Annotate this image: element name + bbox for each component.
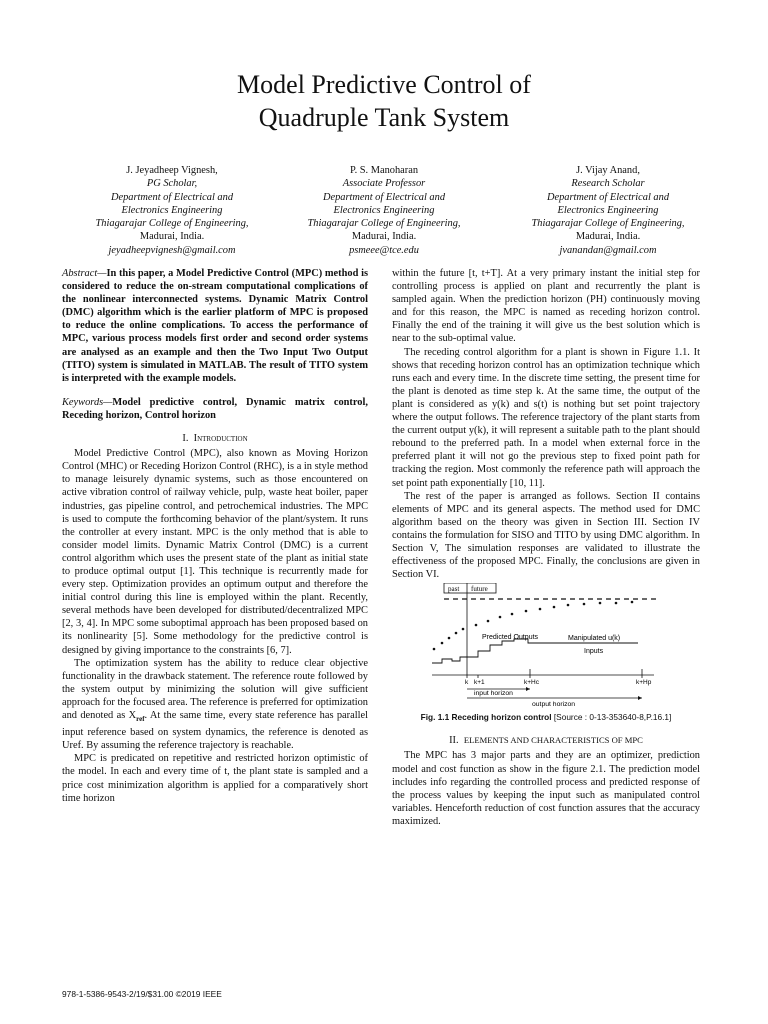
author-block-2 — [274, 164, 494, 257]
author-city: Madurai, India. — [139, 231, 205, 243]
author-city: Madurai, India. — [575, 231, 641, 243]
paragraph: within the future [t, t+T]. At a very primary instant the initial step for controlling process is applied on plant and recurrently the plant is sampled again. When the prediction horizon (PH) continuously moving and for this reason, the MPC is named as receding horizon control. Finally the end of the training it will give us the best solution which is near to the sub-optimal value. — [392, 268, 700, 345]
input-horizon-label: input horizon — [474, 690, 513, 698]
section-heading-2 — [392, 734, 700, 747]
figure-caption — [392, 711, 700, 724]
paragraph: The MPC has 3 major parts and they are an optimizer, prediction model and cost function as show in the figure 2.1. The prediction model includes info regarding the controlled process and predicted response of the process values by keeping the input such as manipulated control variables. Henceforth reduction of cost function assures that the accuracy maximized. — [392, 750, 700, 827]
future-label: future — [471, 585, 488, 594]
author-name: J. Vijay Anand, — [576, 165, 640, 176]
output-horizon-label: output horizon — [532, 701, 576, 709]
author-block-3 — [498, 164, 718, 257]
author-dept: Department of Electrical and — [322, 191, 446, 203]
x-ref-subscript: ref — [136, 715, 145, 724]
section-heading-1 — [62, 432, 368, 445]
section-number: II. — [449, 735, 459, 747]
keywords — [62, 396, 368, 422]
tick-khp: k+Hp — [636, 679, 652, 687]
abstract — [62, 267, 368, 385]
author-dept: Department of Electrical and — [110, 191, 234, 203]
author-name: J. Jeyadheep Vignesh, — [126, 165, 218, 176]
past-output-dots — [433, 628, 465, 651]
predicted-output-dots — [475, 601, 634, 627]
section-number: I. — [182, 433, 189, 445]
caption-title: Fig. 1.1 Receding horizon control — [420, 712, 552, 723]
author-role: Research Scholar — [571, 178, 645, 190]
title-line-2: Quadruple Tank System — [258, 103, 510, 132]
abstract-text: In this paper, a Model Predictive Control (MPC) method is considered to reduce the on-stream computational complications of the nonlinear interconnected systems. Dynamic Matrix Control (DMC) algorithm which is the earlier platform of MPC is proposed to reduce the online complications. To access the performance of MPC, various process models first order and second order systems are analysed as an example and then the Two Input Two Output (TITO) system is simulated in MATLAB. The result of TITO system is interpreted with the example models. — [62, 268, 368, 384]
section-title: ELEMENTS AND CHARACTERISTICS OF MPC — [463, 735, 643, 746]
inputs-label: Inputs — [584, 648, 604, 656]
author-city: Madurai, India. — [351, 231, 417, 243]
author-email[interactable]: jeyadheepvignesh@gmail.com — [108, 244, 236, 256]
author-role: PG Scholar, — [146, 178, 198, 190]
past-input-steps — [432, 657, 467, 663]
author-role: Associate Professor — [342, 178, 426, 190]
keywords-label: Keywords— — [62, 396, 113, 408]
paper-title — [0, 68, 768, 134]
manipulated-label: Manipulated u(k) — [568, 635, 621, 643]
left-column — [62, 267, 368, 805]
author-college: Thiagarajar College of Engineering, — [307, 218, 461, 230]
receding-horizon-diagram — [392, 583, 700, 709]
paragraph: Model Predictive Control (MPC), also known as Moving Horizon Control (MHC) or Receding Horizon Control (RHC), is a in style method to manage leisurely dynamic systems, such as those encountered on active vibration control of railway vehicle, pulp, waste heat boiler, paper industries, gas pipeline control, and petrochemical industries. The MPC is used to compute the forthcoming behavior of the plant/system. It runs the controller at every instant. MPC is the only method that is able to consider model limits. Dynamic Matrix Control (DMC) is a current control algorithm which uses the present state of the plant as initial state to produce optimal output [1]. This technique is recurrently made for every step. Optimization provides an optimum output and therefore the initial control during this line is employed within the plant. Recently, several methods have been developed for distributed/decentralized MPC [2, 3, 4]. In MPC some suboptimal approach has been proposed based on its nonlinearity [5]. Some methodology for the predictive control is designed by giving importance to the constraints [6, 7]. — [62, 448, 368, 656]
predicted-outputs-label: Predicted Outputs — [482, 634, 539, 642]
tick-k: k — [465, 679, 469, 687]
past-label: past — [448, 585, 460, 594]
paragraph — [62, 657, 368, 753]
author-email[interactable]: psmeee@tce.edu — [349, 244, 419, 256]
paragraph: MPC is predicated on repetitive and restricted horizon optimistic of the model. In each and every time of t, the plant state is sampled and a price cost minimization algorithm is applied for a comparatively short time horizon — [62, 753, 368, 804]
paragraph: The receding control algorithm for a plant is shown in Figure 1.1. It shows that receding horizon control has an optimization technique which runs each and every time. In the discrete time setting, the present time for the plant is denoted as time step k. At the same time, the output of the plant is considered as y(k) and s(t) is nothing but set point trajectory where the output follows. The reference trajectory of the plant starts from the current output y(k), it will represent a suitable path to the plant should rebound to the preferred path. In a model when external force in the preferred plant it will not go the previous step to fixed point path for tracking the region. Most commonly the reference path will approach the set point path exponentially [10, 11]. — [392, 346, 700, 489]
tick-k1: k+1 — [474, 679, 485, 687]
paragraph: The rest of the paper is arranged as follows. Section II contains elements of MPC and its general aspects. The method used for DMC algorithm based on the theory was given in Section III. Section IV contains the formulation for SISO and TITO by using DMC algorithm. In Section V, The simulation responses are validated to illustrate the effectiveness of the proposed MPC. Finally, the conclusions are given in Section VI. — [392, 490, 700, 581]
section-title: Introduction — [193, 433, 248, 445]
caption-source: [Source : 0-13-353640-8,P.16.1] — [551, 712, 672, 723]
author-dept-2: Electronics Engineering — [557, 204, 659, 216]
paragraph-text: The optimization system has the ability to reduce clear objective functionality in the drawback statement. The reference route followed by the system output by minimizing the solution will give sufficient approach for the focused area. The reference is preferred for optimization and denoted as X — [62, 657, 368, 721]
author-college: Thiagarajar College of Engineering, — [531, 218, 685, 230]
abstract-label: Abstract— — [62, 268, 107, 279]
keywords-text: Model predictive control, Dynamic matrix control, Receding horizon, Control horizon — [62, 396, 368, 421]
author-block-1 — [62, 164, 282, 257]
footer-copyright: 978-1-5386-9543-2/19/$31.00 ©2019 IEEE — [62, 989, 222, 999]
tick-khc: k+Hc — [524, 679, 539, 687]
author-dept: Department of Electrical and — [546, 191, 670, 203]
receding-horizon-figure — [392, 583, 700, 709]
author-name: P. S. Manoharan — [349, 165, 419, 176]
author-email[interactable]: jvanandan@gmail.com — [559, 244, 657, 256]
author-dept-2: Electronics Engineering — [333, 204, 435, 216]
author-college: Thiagarajar College of Engineering, — [95, 218, 249, 230]
title-line-1: Model Predictive Control of — [237, 70, 531, 99]
right-column — [392, 267, 700, 828]
paragraph-tail: . At the same time, every state reference has parallel input reference based on system dynamics, the reference is denoted as Uref. By assuming the reference trajectory is reachable. — [62, 710, 368, 752]
author-dept-2: Electronics Engineering — [121, 204, 223, 216]
